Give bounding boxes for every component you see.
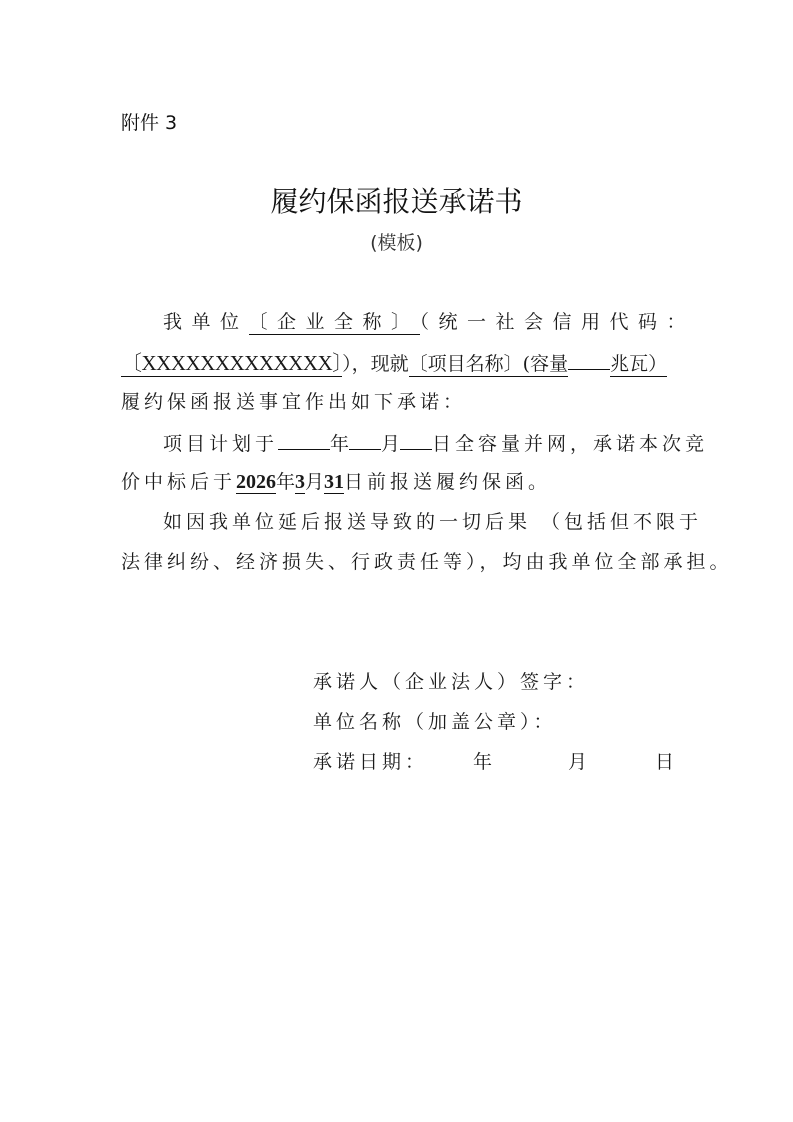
deadline-month: 3 [295,471,306,493]
commit-date-year: 年 [473,751,493,773]
para2-line1 [163,429,708,457]
para1-line1 [163,309,695,335]
deadline-year-char: 年 [276,471,296,493]
deadline-year: 2026 [236,471,277,493]
signer-label: 承诺人（企业法人）签字： [313,671,590,693]
document-subtitle: (模板) [370,232,423,254]
month-blank [349,429,381,450]
document-title: 履约保函报送承诺书 [270,185,523,218]
para3-line1: 如因我单位延后报送导致的一切后果 （包括但不限于 [163,511,703,533]
year-blank [278,429,330,450]
para2-line2-prefix: 价中标后于 [121,471,237,493]
deadline-month-char: 月 [305,471,325,493]
attachment-label: 附件 3 [121,112,178,134]
month-label: 月 [381,433,401,455]
company-seal-label: 单位名称（加盖公章）： [313,711,557,733]
para2-suffix: 日全容量并网，承诺本次竞 [432,433,709,455]
para2-line2-suffix: 日前报送履约保函。 [344,471,552,493]
project-name-placeholder: 〔项目名称〕(容量 [408,353,569,375]
para2-prefix: 项目计划于 [163,433,279,455]
para1-credit-label: （统一社会信用代码： [419,311,696,333]
year-label: 年 [330,433,350,455]
commit-date-month: 月 [568,751,588,773]
para1-line2 [121,349,667,377]
para1-line3: 履约保函报送事宜作出如下承诺： [121,391,467,413]
company-name-placeholder: 〔企业全称〕 [248,311,420,333]
commit-date-row [313,749,673,775]
para1-prefix: 我单位 [163,311,249,333]
para1-mid: ），现就 [342,353,409,375]
capacity-unit: 兆瓦） [610,353,668,375]
credit-code-placeholder: 〔XXXXXXXXXXXXX〕 [121,351,343,375]
day-blank [400,429,432,450]
para3-line2: 法律纠纷、经济损失、行政责任等），均由我单位全部承担。 [121,551,733,573]
commit-date-day: 日 [655,751,675,773]
capacity-blank [568,349,610,370]
deadline-day: 31 [324,471,345,493]
commit-date-label: 承诺日期： [313,751,429,773]
para2-line2 [121,469,551,495]
